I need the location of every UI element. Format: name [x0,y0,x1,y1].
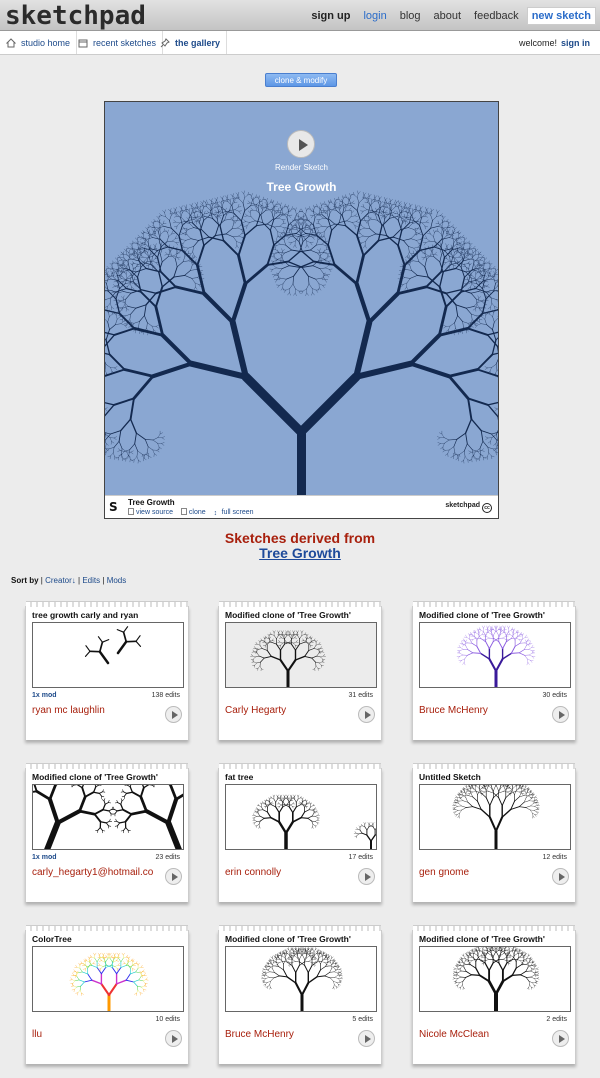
card-thumbnail[interactable] [225,946,377,1012]
tree-thumbnail [226,623,377,688]
sort-bar [11,576,126,585]
derived-source-link[interactable]: Tree Growth [259,545,341,561]
tree-thumbnail [420,623,571,688]
play-button[interactable] [165,1030,182,1047]
tree-thumbnail [420,785,571,850]
tree-thumbnail [226,785,377,850]
card-thumbnail[interactable] [32,946,184,1012]
sort-mods[interactable]: Mods [106,576,127,585]
new-sketch-button[interactable]: new sketch [527,7,596,25]
tree-thumbnail [33,623,184,688]
sort-creator[interactable]: Creator↓ [45,576,76,585]
card-title[interactable]: tree growth carly and ryan [32,610,139,620]
sketchpad-small-logo: S [109,500,118,514]
footer-brand[interactable] [445,502,492,513]
card-thumbnail[interactable] [32,784,184,850]
edit-count: 23 edits [155,854,180,861]
top-nav [298,7,596,25]
tree-growth-artwork [105,102,498,495]
sketch-canvas[interactable] [105,102,498,495]
footer-brand-text: sketchpad [445,502,480,509]
card-thumbnail[interactable] [419,784,571,850]
sub-nav [0,31,600,55]
tree-thumbnail [226,947,377,1012]
render-label: Render Sketch [275,163,328,172]
edit-count: 17 edits [348,854,373,861]
play-button[interactable] [552,868,569,885]
card-thumbnail[interactable] [225,622,377,688]
edit-count: 31 edits [348,692,373,699]
welcome-area [519,38,590,48]
canvas-title: Tree Growth [266,180,337,194]
view-source-link[interactable]: view source [128,509,173,516]
tree-thumbnail [33,947,184,1012]
sort-separator: | [78,576,81,585]
tab-the-gallery[interactable] [154,31,227,54]
card-thumbnail[interactable] [419,946,571,1012]
login-link[interactable]: login [363,10,387,22]
play-button[interactable] [358,868,375,885]
card-thumbnail[interactable] [225,784,377,850]
tab-label: the gallery [175,37,221,48]
card-title[interactable]: Modified clone of 'Tree Growth' [32,772,158,782]
author-link[interactable]: llu [32,1029,43,1040]
sketch-card [25,606,189,740]
sketch-card [218,606,382,740]
edit-count: 10 edits [155,1016,180,1023]
card-title[interactable]: Modified clone of 'Tree Growth' [225,610,351,620]
card-title[interactable]: fat tree [225,772,254,782]
tree-thumbnail [33,785,184,850]
sketchpad-logo[interactable]: sketchpad [5,1,146,31]
derived-heading: Sketches derived from [224,530,376,546]
top-header [0,0,600,31]
author-link[interactable]: carly_hegarty1@hotmail.co [32,867,154,878]
home-icon [6,38,16,48]
author-link[interactable]: Bruce McHenry [225,1029,294,1040]
sort-separator: | [102,576,105,585]
tab-label: studio home [21,37,71,48]
author-link[interactable]: erin connolly [225,867,282,878]
card-thumbnail[interactable] [419,622,571,688]
play-button[interactable] [358,706,375,723]
tab-recent-sketches[interactable] [72,31,163,54]
tree-thumbnail [420,947,571,1012]
mod-count[interactable]: 1x mod [32,692,57,699]
clone-link[interactable]: clone [181,509,206,516]
play-button[interactable] [358,1030,375,1047]
calendar-icon [78,38,88,48]
tab-studio-home[interactable] [0,31,77,54]
sketch-card [412,606,576,740]
full-screen-link[interactable]: ↕ full screen [213,509,254,517]
document-icon [128,508,134,515]
card-title[interactable]: ColorTree [32,934,72,944]
edit-count: 12 edits [542,854,567,861]
play-button[interactable] [552,706,569,723]
pin-icon [160,38,170,48]
edit-count: 30 edits [542,692,567,699]
clone-modify-button[interactable]: clone & modify [265,73,337,87]
sketch-card [218,930,382,1064]
sketch-card [412,768,576,902]
sort-separator: | [40,576,43,585]
tab-label: recent sketches [93,37,157,48]
edit-count: 138 edits [151,692,180,699]
creative-commons-icon: cc [482,503,492,513]
expand-icon: ↕ [213,510,218,517]
edit-count: 2 edits [546,1016,567,1023]
author-link[interactable]: gen gnome [419,867,470,878]
signin-link[interactable]: sign in [561,38,590,48]
sketch-frame [104,101,499,519]
card-title[interactable]: Modified clone of 'Tree Growth' [225,934,351,944]
blog-link[interactable]: blog [399,10,421,22]
card-title[interactable]: Untitled Sketch [419,772,481,782]
sort-label: Sort by [11,576,39,585]
card-title[interactable]: Modified clone of 'Tree Growth' [419,610,545,620]
author-link[interactable]: Carly Hegarty [225,705,287,716]
sketch-card [218,768,382,902]
sort-edits[interactable]: Edits [82,576,101,585]
welcome-text: welcome! [518,38,557,48]
footer-links [128,508,260,517]
card-title[interactable]: Modified clone of 'Tree Growth' [419,934,545,944]
sketch-card [412,930,576,1064]
sketch-card [25,768,189,902]
sketch-card [25,930,189,1064]
play-button[interactable] [165,706,182,723]
about-link[interactable]: about [433,10,462,22]
author-link[interactable]: Nicole McClean [419,1029,490,1040]
signup-link[interactable]: sign up [311,10,351,22]
mod-count[interactable]: 1x mod [32,854,57,861]
edit-count: 5 edits [352,1016,373,1023]
card-thumbnail[interactable] [32,622,184,688]
render-play-button[interactable] [287,130,315,158]
play-button[interactable] [165,868,182,885]
sketch-footer [105,495,498,518]
footer-sketch-title: Tree Growth [128,498,175,507]
author-link[interactable]: Bruce McHenry [419,705,488,716]
copy-icon [181,508,187,515]
play-button[interactable] [552,1030,569,1047]
author-link[interactable]: ryan mc laughlin [32,705,105,716]
feedback-link[interactable]: feedback [474,10,519,22]
